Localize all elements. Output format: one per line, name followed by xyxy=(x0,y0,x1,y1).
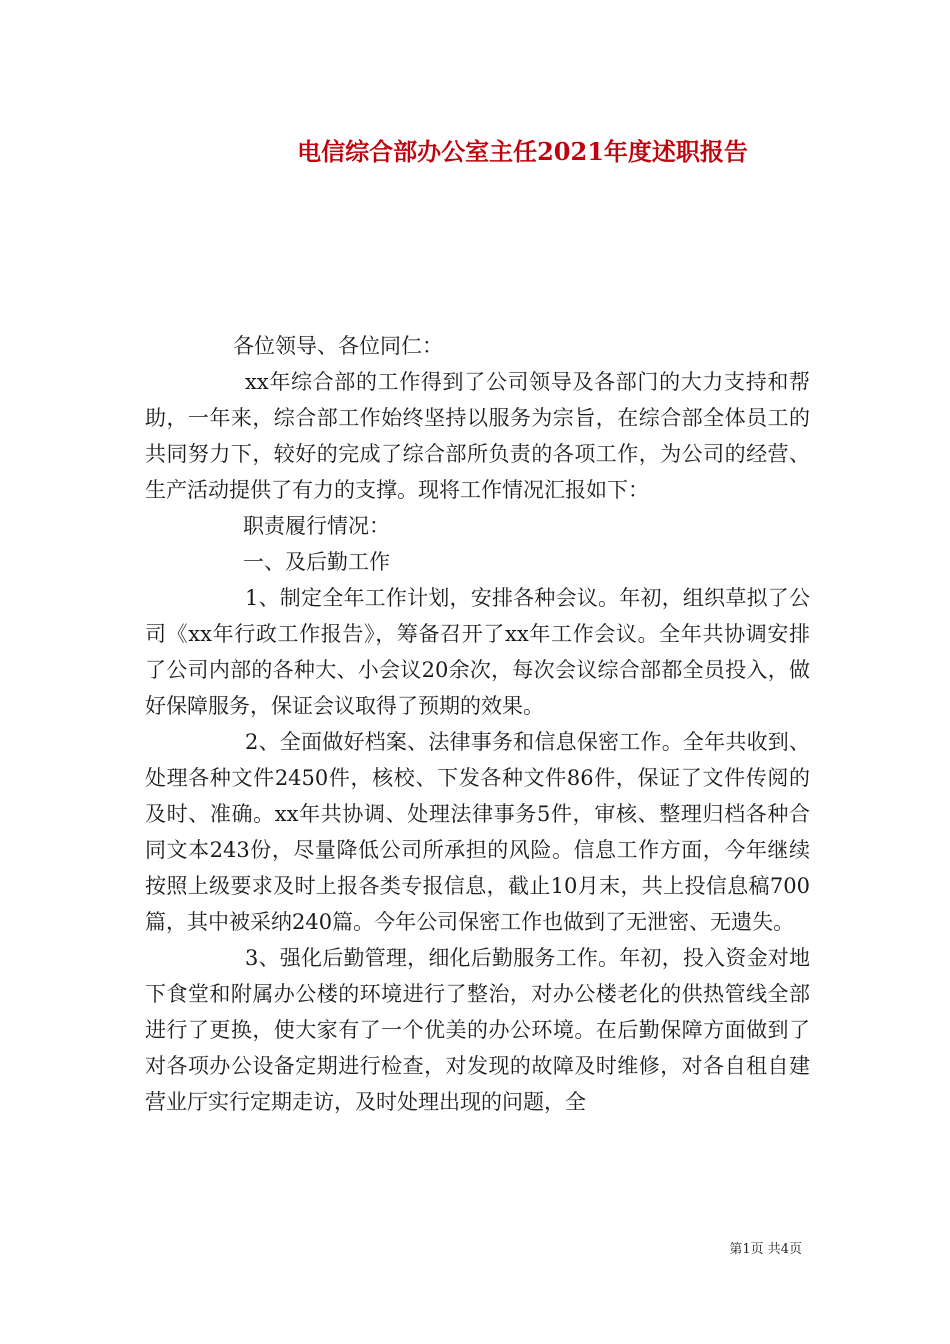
section-heading-duties: 职责履行情况： xyxy=(243,514,390,538)
section-heading-logistics: 一、及后勤工作 xyxy=(243,550,390,574)
paragraph-intro: xx年综合部的工作得到了公司领导及各部门的大力支持和帮助，一年来，综合部工作始终坚持以服务为宗旨，在综合部全体员工的共同努力下，较好的完成了综合部所负责的各项工作，为公司的经营、生产活动提供了有力的支撑。现将工作情况汇报如下： xyxy=(145,370,810,502)
salutation: 各位领导、各位同仁： xyxy=(233,334,443,358)
document-body xyxy=(145,328,810,1120)
paragraph-item-3: 3、强化后勤管理，细化后勤服务工作。年初，投入资金对地下食堂和附属办公楼的环境进行了整治，对办公楼老化的供热管线全部进行了更换，使大家有了一个优美的办公环境。在后勤保障方面做到了对各项办公设备定期进行检查，对发现的故障及时维修，对各自租自建营业厅实行定期走访，及时处理出现的问题，全 xyxy=(145,946,810,1114)
paragraph-item-2: 2、全面做好档案、法律事务和信息保密工作。全年共收到、处理各种文件2450件，核校、下发各种文件86件，保证了文件传阅的及时、准确。xx年共协调、处理法律事务5件，审核、整理归档各种合同文本243份，尽量降低公司所承担的风险。信息工作方面，今年继续按照上级要求及时上报各类专报信息，截止10月末，共上投信息稿700篇，其中被采纳240篇。今年公司保密工作也做到了无泄密、无遗失。 xyxy=(145,730,810,934)
page-number: 第1页 共4页 xyxy=(729,1242,802,1257)
paragraph-item-1: 1、制定全年工作计划，安排各种会议。年初，组织草拟了公司《xx年行政工作报告》，筹备召开了xx年工作会议。全年共协调安排了公司内部的各种大、小会议20余次，每次会议综合部都全员投入，做好保障服务，保证会议取得了预期的效果。 xyxy=(145,586,810,718)
document-title: 电信综合部办公室主任2021年度述职报告 xyxy=(297,137,748,166)
